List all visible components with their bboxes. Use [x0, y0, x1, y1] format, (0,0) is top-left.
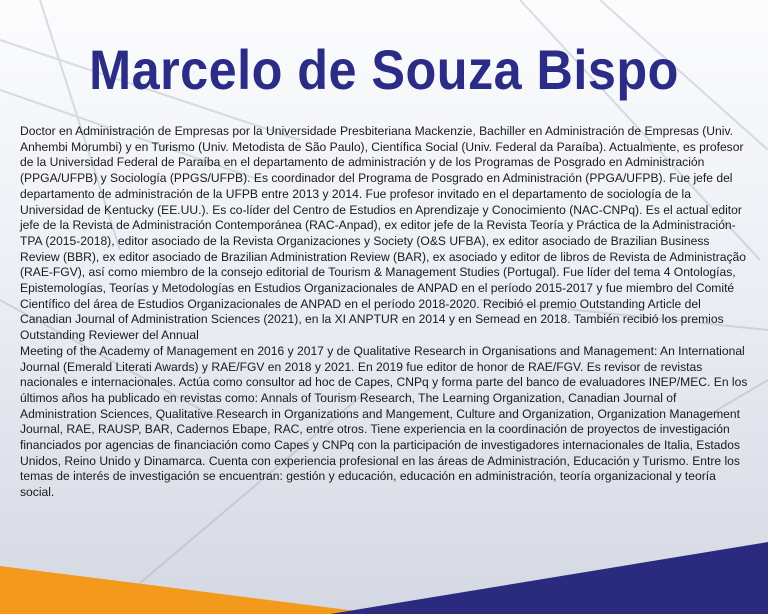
biography	[20, 124, 752, 501]
navy-decorative-band	[0, 524, 768, 614]
biography-paragraph-2: Meeting of the Academy of Management en 2016 y 2017 y de Qualitative Research in Organisations and Management: An International Journal (Emerald Literati Awards) y RAE/FGV en 2018 y 2021. En 2019 fue editor de honor de RAE/FGV. Es revisor de revistas nacionales e internacionales. Actúa como consultor ad hoc de Capes, CNPq y forma parte del banco de evaluadores INEP/MEC. En los últimos años ha publicado en revistas como: Annals of Tourism Research, The Learning Organization, Canadian Journal of Administration Sciences, Qualitative Research in Organizations and Mangement, Culture and Organization, Organization Management Journal, RAE, RAUSP, BAR, Cadernos Ebape, RAC, entre otros. Tiene experiencia en la coordinación de proyectos de investigación financiados por agencias de financiación como Capes y CNPq con la participación de investigadores internacionales de Italia, Estados Unidos, Reino Unido y Dinamarca. Cuenta con experiencia profesional en las áreas de Administración, Educación y Turismo. Entre los temas de interés de investigación se encuentran: gestión y educación, educación en administración, teoría organizacional y teoría social.	[20, 343, 748, 500]
person-name-title: Marcelo de Souza Bispo	[89, 38, 679, 101]
biography-paragraph-1: Doctor en Administración de Empresas por la Universidade Presbiteriana Mackenzie, Bachiller en Administración de Empresas (Univ. Anhembi Morumbi) y en Turismo (Univ. Metodista de São Paulo), Científica Social (Univ. Federal da Paraíba). Actualmente, es profesor de la Universidad Federal de Paraíba en el departamento de administración y de los Programas de Posgrado en Administración (PPGA/UFPB) y Sociología (PPGS/UFPB). Es coordinador del Programa de Posgrado en Administración (PPGA/UFPB). Fue jefe del departamento de administración de la UFPB entre 2013 y 2014. Fue profesor invitado en el departamento de sociología de la Universidad de Kentucky (EE.UU.). Es co-líder del Centro de Estudios en Aprendizaje y Conocimiento (NAC-CNPq). Es el actual editor jefe de la Revista de Administración Contemporánea (RAC-Anpad), ex editor jefe de la Revista Teoría y Práctica de la Administración-TPA (2015-2018), editor asociado de la Revista Organizaciones y Society (O&S UFBA), ex editor asociado de Brazilian Business Review (BBR), ex editor asociado de Brazilian Administration Review (BAR), ex asociado y editor de libros de Revista de Administração (RAE-FGV), así como miembro de la consejo editorial de Tourism & Management Studies (Portugal). Fue líder del tema 4 Ontologías, Epistemologías, Teorías y Metodologías en Estudios Organizacionales de ANPAD en el período 2015-2017 y fue miembro del Comité Científico del área de Estudios Organizacionales de ANPAD en el período 2018-2020. Recibió el premio Outstanding Article del Canadian Journal of Administration Sciences (2021), en la XI ANPTUR en 2014 y en Semead en 2018. También recibió los premios Outstanding Reviewer del Annual	[20, 124, 746, 343]
